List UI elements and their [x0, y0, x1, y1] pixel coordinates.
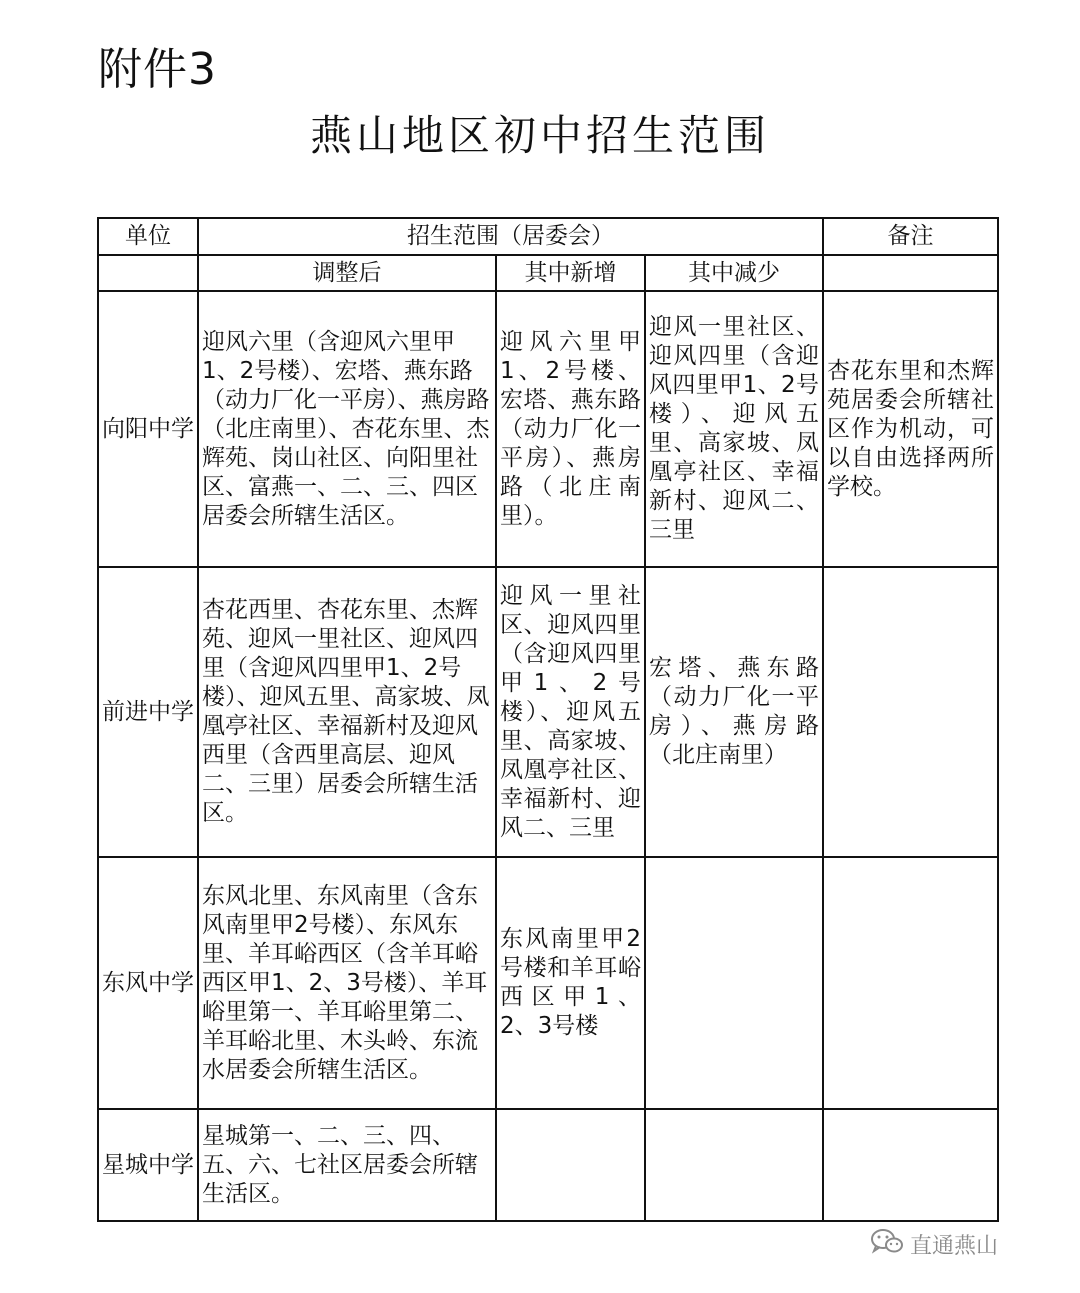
- unit-name: 东风中学: [98, 857, 198, 1109]
- header-unit: 单位: [98, 218, 198, 255]
- header-blank-remark: [823, 255, 998, 291]
- enrollment-table: [97, 217, 999, 1222]
- adjusted-scope: 迎风六里（含迎风六里甲1、2号楼）、宏塔、燕东路（动力厂化一平房）、燕房路（北庄南里）、杏花东里、杰辉苑、岗山社区、向阳里社区、富燕一、二、三、四区居委会所辖生活区。: [198, 291, 496, 567]
- table-row: [98, 1109, 998, 1221]
- wechat-icon: [870, 1228, 904, 1260]
- document-title: 燕山地区初中招生范围: [309, 111, 770, 160]
- attachment-label: 附件3: [98, 44, 217, 95]
- header-row-1: [98, 218, 998, 255]
- table-row: [98, 567, 998, 857]
- added-scope: [496, 1109, 645, 1221]
- unit-name: 向阳中学: [98, 291, 198, 567]
- added-scope: 东风南里甲2号楼和羊耳峪西区甲1、2、3号楼: [496, 857, 645, 1109]
- reduced-scope: [645, 1109, 823, 1221]
- header-reduced: 其中减少: [645, 255, 823, 291]
- reduced-scope: [645, 857, 823, 1109]
- reduced-scope: 宏塔、燕东路（动力厂化一平房）、燕房路（北庄南里）: [645, 567, 823, 857]
- watermark: [870, 1228, 998, 1260]
- header-added: 其中新增: [496, 255, 645, 291]
- header-scope: 招生范围（居委会）: [198, 218, 823, 255]
- unit-name: 前进中学: [98, 567, 198, 857]
- remark: 杏花东里和杰辉苑居委会所辖社区作为机动，可以自由选择两所学校。: [823, 291, 998, 567]
- unit-name: 星城中学: [98, 1109, 198, 1221]
- adjusted-scope: 东风北里、东风南里（含东风南里甲2号楼）、东风东里、羊耳峪西区（含羊耳峪西区甲1、2、3号楼）、羊耳峪里第一、羊耳峪里第二、羊耳峪北里、木头岭、东流水居委会所辖生活区。: [198, 857, 496, 1109]
- table-row: [98, 291, 998, 567]
- watermark-text: 直通燕山: [910, 1233, 999, 1259]
- table-row: [98, 857, 998, 1109]
- header-adjusted: 调整后: [198, 255, 496, 291]
- adjusted-scope: 杏花西里、杏花东里、杰辉苑、迎风一里社区、迎风四里（含迎风四里甲1、2号楼）、迎风五里、高家坡、凤凰亭社区、幸福新村及迎风西里（含西里高层、迎风二、三里）居委会所辖生活区。: [198, 567, 496, 857]
- header-blank-unit: [98, 255, 198, 291]
- remark: [823, 567, 998, 857]
- adjusted-scope: 星城第一、二、三、四、五、六、七社区居委会所辖生活区。: [198, 1109, 496, 1221]
- remark: [823, 857, 998, 1109]
- remark: [823, 1109, 998, 1221]
- header-remark: 备注: [823, 218, 998, 255]
- header-row-2: [98, 255, 998, 291]
- reduced-scope: 迎风一里社区、迎风四里（含迎风四里甲1、2号楼）、迎风五里、高家坡、凤凰亭社区、幸福新村、迎风二、三里: [645, 291, 823, 567]
- added-scope: 迎风一里社区、迎风四里（含迎风四里甲1、2号楼）、迎风五里、高家坡、凤凰亭社区、幸福新村、迎风二、三里: [496, 567, 645, 857]
- added-scope: 迎风六里甲1、2号楼、宏塔、燕东路（动力厂化一平房）、燕房路（北庄南里）。: [496, 291, 645, 567]
